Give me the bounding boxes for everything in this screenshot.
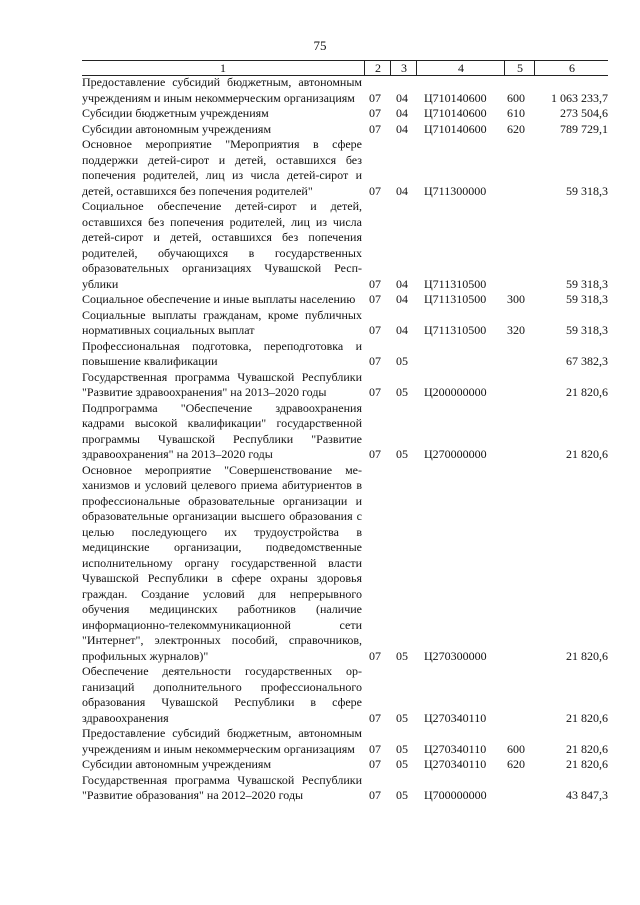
target-article-code: Ц711310500 xyxy=(424,292,487,306)
subsection-code: 05 xyxy=(396,385,408,399)
section-code: 07 xyxy=(369,788,381,802)
row-description: Социальное обеспечение и иные выплаты населению xyxy=(82,292,356,306)
amount: 273 504,6 xyxy=(560,106,608,120)
section-code: 07 xyxy=(369,447,381,461)
section-code: 07 xyxy=(369,276,381,291)
budget-table xyxy=(82,75,608,804)
subsection-code: 04 xyxy=(396,121,408,136)
table-row xyxy=(82,122,608,138)
column-header-2: 2 xyxy=(364,61,391,75)
target-article-code: Ц710140600 xyxy=(424,106,487,120)
amount: 21 820,6 xyxy=(566,710,608,725)
amount: 59 318,3 xyxy=(566,276,608,291)
table-row xyxy=(82,137,608,199)
row-description: Предоставление субсидий бюджетным, автономным учреждениям и иным некоммерческим организациям xyxy=(82,75,362,105)
row-description: Социальные выплаты гражданам, кроме публичных нормативных социальных выплат xyxy=(82,307,362,337)
row-description: Предоставление субсидий бюджетным, автономным учреждениям и иным некоммерческим организациям xyxy=(82,726,362,756)
subsection-code: 05 xyxy=(396,757,408,771)
target-article-code: Ц710140600 xyxy=(424,90,487,105)
amount: 67 382,3 xyxy=(566,354,608,368)
table-row xyxy=(82,664,608,726)
section-code: 07 xyxy=(369,323,381,337)
amount: 1 063 233,7 xyxy=(551,90,608,105)
subsection-code: 05 xyxy=(396,741,408,756)
row-description: Обеспечение деятельности государственных организаций дополнительного профессионального образования Чувашской Республики в сфере здравоохранения xyxy=(82,664,362,725)
target-article-code: Ц711310500 xyxy=(424,323,487,337)
target-article-code: Ц270340110 xyxy=(424,710,487,725)
subsection-code: 04 xyxy=(396,106,408,120)
table-row xyxy=(82,726,608,757)
amount: 59 318,3 xyxy=(566,183,608,198)
expense-type-code: 620 xyxy=(507,757,525,771)
section-code: 07 xyxy=(369,385,381,399)
column-header-5: 5 xyxy=(504,61,535,75)
section-code: 07 xyxy=(369,121,381,136)
amount: 21 820,6 xyxy=(566,385,608,399)
column-header-3: 3 xyxy=(390,61,417,75)
target-article-code: Ц270340110 xyxy=(424,741,487,756)
column-header-1: 1 xyxy=(220,61,226,75)
amount: 21 820,6 xyxy=(566,447,608,461)
subsection-code: 05 xyxy=(396,648,408,663)
target-article-code: Ц270300000 xyxy=(424,648,487,663)
subsection-code: 04 xyxy=(396,323,408,337)
row-description: Подпрограмма "Обеспечение здравоохранения кадрами высокой квалификации" государственной программы Чувашской Республики "Развитие здравоохранения" на 2013–2020 годы xyxy=(82,400,362,461)
section-code: 07 xyxy=(369,741,381,756)
column-header-6: 6 xyxy=(534,61,609,75)
expense-type-code: 600 xyxy=(507,741,525,756)
section-code: 07 xyxy=(369,757,381,771)
table-row xyxy=(82,370,608,401)
section-code: 07 xyxy=(369,292,381,306)
table-row xyxy=(82,757,608,773)
table-row xyxy=(82,106,608,122)
section-code: 07 xyxy=(369,106,381,120)
expense-type-code: 600 xyxy=(507,90,525,105)
subsection-code: 04 xyxy=(396,276,408,291)
section-code: 07 xyxy=(369,648,381,663)
expense-type-code: 300 xyxy=(507,292,525,306)
expense-type-code: 320 xyxy=(507,323,525,337)
target-article-code: Ц270340110 xyxy=(424,757,487,771)
expense-type-code: 620 xyxy=(507,121,525,136)
table-row xyxy=(82,463,608,665)
row-description: Основное мероприятие "Мероприятия в сфере поддержки детей-сирот и детей, оставшихся без попечения родителей, лиц из числа детей-сирот и детей, оставшихся без попечения родителей" xyxy=(82,137,362,198)
amount: 21 820,6 xyxy=(566,741,608,756)
target-article-code: Ц711300000 xyxy=(424,183,487,198)
expense-type-code: 610 xyxy=(507,106,525,120)
amount: 21 820,6 xyxy=(566,757,608,771)
amount: 59 318,3 xyxy=(566,323,608,337)
subsection-code: 05 xyxy=(396,447,408,461)
target-article-code: Ц270000000 xyxy=(424,447,487,461)
table-row xyxy=(82,339,608,370)
target-article-code: Ц700000000 xyxy=(424,788,487,802)
subsection-code: 05 xyxy=(396,710,408,725)
subsection-code: 04 xyxy=(396,183,408,198)
column-header-4: 4 xyxy=(416,61,505,75)
amount: 59 318,3 xyxy=(566,292,608,306)
row-description: Профессиональная подготовка, переподготовка и повышение квалификации xyxy=(82,338,362,368)
section-code: 07 xyxy=(369,710,381,725)
subsection-code: 04 xyxy=(396,292,408,306)
target-article-code: Ц711310500 xyxy=(424,276,487,291)
amount: 21 820,6 xyxy=(566,648,608,663)
row-description: Субсидии бюджетным учреждениям xyxy=(82,106,269,120)
page-number: 75 xyxy=(313,38,327,53)
amount: 43 847,3 xyxy=(566,788,608,802)
subsection-code: 05 xyxy=(396,354,408,368)
row-description: Субсидии автономным учреждениям xyxy=(82,757,272,771)
table-row xyxy=(82,75,608,106)
row-description: Основное мероприятие "Совершенствование механизмов и условий целевого приема абитуриентов в профессиональные образовательные организации и образовательные организации высшего образования с целью последующего их трудоустройства в медицинские организации, подведомственные исполнительному органу государственной власти Чувашской Республики в сфере охраны здоровья граждан. Создание условий для непрерывного обучения медицинских работников (наличие информационно-телекоммуникационной сети "Интернет", электронных пособий, справочников, профильных журналов)" xyxy=(82,462,362,663)
target-article-code: Ц710140600 xyxy=(424,121,487,136)
table-header xyxy=(82,60,608,76)
section-code: 07 xyxy=(369,90,381,105)
table-row xyxy=(82,401,608,463)
table-row xyxy=(82,308,608,339)
table-row xyxy=(82,199,608,292)
table-row xyxy=(82,292,608,308)
row-description: Государственная программа Чувашской Республики "Развитие образования" на 2012–2020 годы xyxy=(82,772,362,802)
row-description: Субсидии автономным учреждениям xyxy=(82,121,272,136)
section-code: 07 xyxy=(369,183,381,198)
section-code: 07 xyxy=(369,354,381,368)
subsection-code: 04 xyxy=(396,90,408,105)
row-description: Социальное обеспечение детей-сирот и детей, оставшихся без попечения родителей, лиц из числа детей-сирот и детей, оставшихся без попечения родителей, обучающихся в государственных образовательных организациях Чувашской Республики xyxy=(82,199,362,291)
row-description: Государственная программа Чувашской Республики "Развитие здравоохранения" на 2013–2020 годы xyxy=(82,369,362,399)
target-article-code: Ц200000000 xyxy=(424,385,487,399)
table-row xyxy=(82,773,608,804)
subsection-code: 05 xyxy=(396,788,408,802)
amount: 789 729,1 xyxy=(560,121,608,136)
